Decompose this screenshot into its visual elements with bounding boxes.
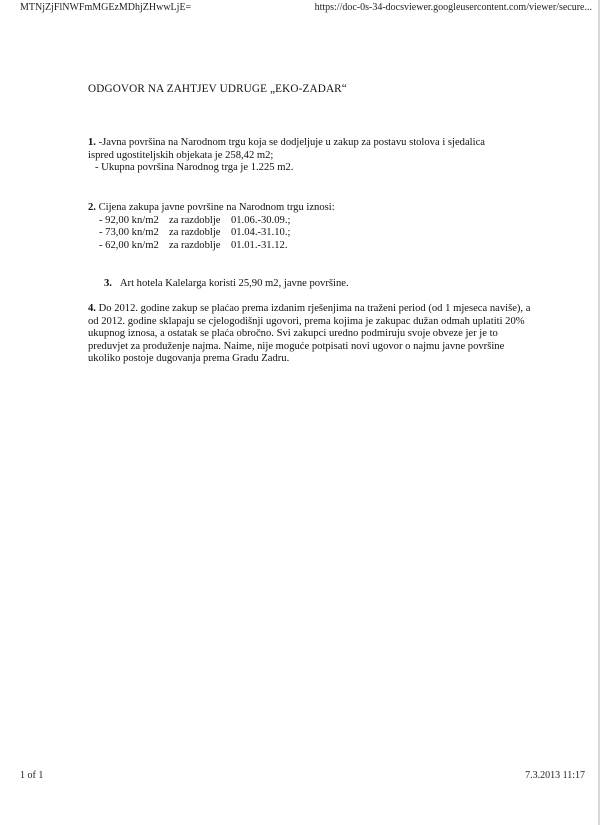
price-row <box>88 227 528 240</box>
section-2-intro: Cijena zakupa javne površine na Narodnom trgu iznosi: <box>95 202 335 213</box>
price-period: 01.04.-31.10.; <box>231 227 291 239</box>
section-2-intro-line <box>88 202 528 215</box>
print-header <box>20 2 592 16</box>
section-1-text-1: -Javna površina na Narodnom trgu koja se dodjeljuje u zakup za postavu stolova i sjedalica <box>95 137 485 148</box>
section-4-paragraph <box>88 303 533 366</box>
section-3 <box>104 278 544 291</box>
section-1 <box>88 137 528 175</box>
section-3-text: Art hotela Kalelarga koristi 25,90 m2, javne površine. <box>119 278 349 289</box>
section-4-number: 4. <box>88 303 96 314</box>
section-3-line <box>104 278 544 291</box>
print-footer <box>20 770 585 784</box>
section-3-number: 3. <box>104 278 112 289</box>
price-row <box>88 215 528 228</box>
section-1-number: 1. <box>88 137 96 148</box>
section-1-line-2: ispred ugostiteljskih objekata je 258,42 m2; <box>88 149 274 161</box>
price-amount: - 62,00 kn/m2 <box>99 239 159 251</box>
section-4 <box>88 303 533 366</box>
section-1-line-1 <box>88 137 528 150</box>
section-2 <box>88 202 528 252</box>
price-period: 01.01.-31.12. <box>231 239 288 251</box>
header-url: https://doc-0s-34-docsviewer.googleusercontent.com/viewer/secure... <box>314 2 592 13</box>
document-title: ODGOVOR NA ZAHTJEV UDRUGE „EKO-ZADAR“ <box>88 83 347 95</box>
price-row <box>88 240 528 253</box>
header-token: MTNjZjFlNWFmMGEzMDhjZHwwLjE= <box>20 2 192 13</box>
print-timestamp: 7.3.2013 11:17 <box>525 770 585 781</box>
section-1-line-3: - Ukupna površina Narodnog trga je 1.225 m2. <box>95 162 294 174</box>
section-2-number: 2. <box>88 202 96 213</box>
price-amount: - 73,00 kn/m2 <box>99 227 159 239</box>
price-period: 01.06.-30.09.; <box>231 214 291 226</box>
price-label: za razdoblje <box>169 227 221 239</box>
page-count: 1 of 1 <box>20 770 44 781</box>
section-4-text: Do 2012. godine zakup se plaćao prema izdanim rješenjima na traženi period (od 1 mjeseca naviše), a od 2012. godine sklapaju se cjelogodišnji ugovori, prema kojima je zakupac dužan odmah uplatiti 20% ukupnog iznosa, a ostatak se plaća obročno. Svi zakupci uredno podmiruju svoje obveze jer je to preduvjet za produženje najma. Naime, nije moguće potpisati novi ugovor o najmu javne površine ukoliko postoje dugovanja prema Gradu Zadru. <box>88 303 531 365</box>
price-label: za razdoblje <box>169 239 221 251</box>
price-label: za razdoblje <box>169 214 221 226</box>
price-amount: - 92,00 kn/m2 <box>99 214 159 226</box>
